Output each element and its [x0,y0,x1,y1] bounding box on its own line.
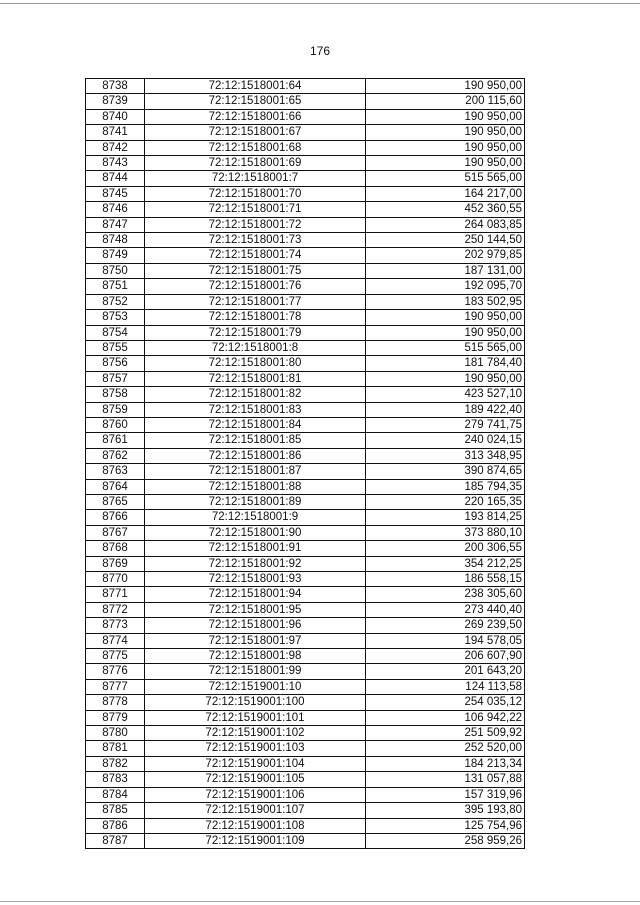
cadastral-number-cell: 72:12:1519001:107 [145,803,366,818]
value-cell: 220 165,35 [366,494,525,509]
row-number-cell: 8741 [86,125,145,140]
value-cell: 164 217,00 [366,186,525,201]
value-cell: 190 950,00 [366,140,525,155]
row-number-cell: 8773 [86,618,145,633]
value-cell: 264 083,85 [366,217,525,232]
row-number-cell: 8784 [86,787,145,802]
value-cell: 390 874,65 [366,464,525,479]
table-row [86,726,525,741]
page-number: 176 [309,44,331,58]
cadastral-number-cell: 72:12:1518001:83 [145,402,366,417]
table-row [86,494,525,509]
value-cell: 423 527,10 [366,387,525,402]
table-row [86,833,525,848]
table-row [86,156,525,171]
table-row [86,756,525,771]
table-row [86,217,525,232]
cadastral-number-cell: 72:12:1519001:102 [145,726,366,741]
row-number-cell: 8753 [86,310,145,325]
row-number-cell: 8783 [86,772,145,787]
cadastral-number-cell: 72:12:1518001:92 [145,556,366,571]
row-number-cell: 8765 [86,494,145,509]
cadastral-number-cell: 72:12:1518001:70 [145,186,366,201]
value-cell: 269 239,50 [366,618,525,633]
table-row [86,340,525,355]
row-number-cell: 8745 [86,186,145,201]
cadastral-number-cell: 72:12:1518001:82 [145,387,366,402]
table-row [86,248,525,263]
value-cell: 193 814,25 [366,510,525,525]
cadastral-number-cell: 72:12:1518001:99 [145,664,366,679]
row-number-cell: 8738 [86,79,145,94]
table-row [86,125,525,140]
table-row [86,787,525,802]
value-cell: 254 035,12 [366,695,525,710]
cadastral-number-cell: 72:12:1518001:87 [145,464,366,479]
table-row [86,479,525,494]
value-cell: 190 950,00 [366,79,525,94]
table-row [86,433,525,448]
row-number-cell: 8750 [86,263,145,278]
table-row [86,587,525,602]
row-number-cell: 8754 [86,325,145,340]
value-cell: 452 360,55 [366,202,525,217]
table-row [86,294,525,309]
row-number-cell: 8787 [86,833,145,848]
table-row [86,695,525,710]
cadastral-number-cell: 72:12:1518001:75 [145,263,366,278]
row-number-cell: 8747 [86,217,145,232]
row-number-cell: 8758 [86,387,145,402]
value-cell: 190 950,00 [366,109,525,124]
cadastral-number-cell: 72:12:1518001:78 [145,310,366,325]
value-cell: 185 794,35 [366,479,525,494]
row-number-cell: 8746 [86,202,145,217]
value-cell: 190 950,00 [366,371,525,386]
value-cell: 279 741,75 [366,417,525,432]
value-cell: 124 113,58 [366,679,525,694]
table-row [86,202,525,217]
row-number-cell: 8751 [86,279,145,294]
row-number-cell: 8782 [86,756,145,771]
cadastral-number-cell: 72:12:1518001:85 [145,433,366,448]
value-cell: 515 565,00 [366,171,525,186]
cadastral-number-cell: 72:12:1518001:77 [145,294,366,309]
cadastral-number-cell: 72:12:1518001:76 [145,279,366,294]
value-cell: 201 643,20 [366,664,525,679]
table-row [86,772,525,787]
value-cell: 190 950,00 [366,156,525,171]
table-row [86,448,525,463]
row-number-cell: 8769 [86,556,145,571]
cadastral-number-cell: 72:12:1518001:84 [145,417,366,432]
value-cell: 181 784,40 [366,356,525,371]
table-row [86,325,525,340]
row-number-cell: 8775 [86,649,145,664]
cadastral-number-cell: 72:12:1519001:100 [145,695,366,710]
row-number-cell: 8760 [86,417,145,432]
value-cell: 157 319,96 [366,787,525,802]
table-row [86,741,525,756]
value-cell: 187 131,00 [366,263,525,278]
value-cell: 106 942,22 [366,710,525,725]
table-row [86,109,525,124]
cadastral-number-cell: 72:12:1519001:103 [145,741,366,756]
value-cell: 192 095,70 [366,279,525,294]
table-row [86,541,525,556]
cadastral-number-cell: 72:12:1518001:80 [145,356,366,371]
cadastral-number-cell: 72:12:1518001:69 [145,156,366,171]
row-number-cell: 8776 [86,664,145,679]
row-number-cell: 8774 [86,633,145,648]
cadastral-number-cell: 72:12:1518001:98 [145,649,366,664]
table-row [86,679,525,694]
table-row [86,79,525,94]
cadastral-number-cell: 72:12:1518001:88 [145,479,366,494]
table-row [86,371,525,386]
row-number-cell: 8772 [86,602,145,617]
cadastral-number-cell: 72:12:1518001:65 [145,94,366,109]
row-number-cell: 8742 [86,140,145,155]
value-cell: 194 578,05 [366,633,525,648]
row-number-cell: 8777 [86,679,145,694]
row-number-cell: 8743 [86,156,145,171]
cadastral-number-cell: 72:12:1519001:105 [145,772,366,787]
table-row [86,633,525,648]
row-number-cell: 8755 [86,340,145,355]
cadastral-number-cell: 72:12:1518001:73 [145,233,366,248]
cadastral-number-cell: 72:12:1518001:97 [145,633,366,648]
table-row [86,602,525,617]
cadastral-number-cell: 72:12:1518001:86 [145,448,366,463]
value-cell: 200 115,60 [366,94,525,109]
value-cell: 515 565,00 [366,340,525,355]
cadastral-number-cell: 72:12:1518001:71 [145,202,366,217]
value-cell: 125 754,96 [366,818,525,833]
cadastral-number-cell: 72:12:1518001:95 [145,602,366,617]
table-row [86,356,525,371]
table-row [86,525,525,540]
row-number-cell: 8757 [86,371,145,386]
value-cell: 190 950,00 [366,325,525,340]
cadastral-number-cell: 72:12:1518001:64 [145,79,366,94]
row-number-cell: 8761 [86,433,145,448]
table-row [86,310,525,325]
cadastral-number-cell: 72:12:1519001:101 [145,710,366,725]
registry-table [85,78,525,849]
top-rule [0,3,640,4]
value-cell: 186 558,15 [366,572,525,587]
value-cell: 250 144,50 [366,233,525,248]
value-cell: 200 306,55 [366,541,525,556]
cadastral-number-cell: 72:12:1518001:8 [145,340,366,355]
table-row [86,803,525,818]
row-number-cell: 8762 [86,448,145,463]
row-number-cell: 8766 [86,510,145,525]
row-number-cell: 8781 [86,741,145,756]
row-number-cell: 8749 [86,248,145,263]
table-row [86,556,525,571]
value-cell: 373 880,10 [366,525,525,540]
row-number-cell: 8770 [86,572,145,587]
cadastral-number-cell: 72:12:1519001:109 [145,833,366,848]
table-row [86,710,525,725]
row-number-cell: 8767 [86,525,145,540]
cadastral-number-cell: 72:12:1518001:81 [145,371,366,386]
row-number-cell: 8759 [86,402,145,417]
row-number-cell: 8744 [86,171,145,186]
table-row [86,171,525,186]
row-number-cell: 8752 [86,294,145,309]
table-row [86,279,525,294]
value-cell: 258 959,26 [366,833,525,848]
value-cell: 206 607,90 [366,649,525,664]
table-row [86,402,525,417]
cadastral-number-cell: 72:12:1519001:106 [145,787,366,802]
value-cell: 273 440,40 [366,602,525,617]
table-row [86,818,525,833]
value-cell: 240 024,15 [366,433,525,448]
table-row [86,263,525,278]
value-cell: 251 509,92 [366,726,525,741]
table-row [86,186,525,201]
cadastral-number-cell: 72:12:1518001:91 [145,541,366,556]
cadastral-number-cell: 72:12:1518001:9 [145,510,366,525]
table-row [86,417,525,432]
table-row [86,140,525,155]
cadastral-number-cell: 72:12:1518001:7 [145,171,366,186]
cadastral-number-cell: 72:12:1518001:74 [145,248,366,263]
value-cell: 313 348,95 [366,448,525,463]
value-cell: 183 502,95 [366,294,525,309]
cadastral-number-cell: 72:12:1518001:66 [145,109,366,124]
cadastral-number-cell: 72:12:1518001:94 [145,587,366,602]
cadastral-number-cell: 72:12:1518001:90 [145,525,366,540]
row-number-cell: 8779 [86,710,145,725]
value-cell: 252 520,00 [366,741,525,756]
bottom-rule [0,901,640,902]
table-row [86,510,525,525]
row-number-cell: 8768 [86,541,145,556]
registry-table-body [86,79,525,849]
value-cell: 131 057,88 [366,772,525,787]
cadastral-number-cell: 72:12:1518001:72 [145,217,366,232]
table-row [86,618,525,633]
row-number-cell: 8785 [86,803,145,818]
table-row [86,94,525,109]
value-cell: 184 213,34 [366,756,525,771]
table-row [86,464,525,479]
table-row [86,649,525,664]
cadastral-number-cell: 72:12:1518001:93 [145,572,366,587]
value-cell: 202 979,85 [366,248,525,263]
table-row [86,387,525,402]
row-number-cell: 8748 [86,233,145,248]
row-number-cell: 8778 [86,695,145,710]
value-cell: 189 422,40 [366,402,525,417]
cadastral-number-cell: 72:12:1518001:67 [145,125,366,140]
cadastral-number-cell: 72:12:1519001:104 [145,756,366,771]
value-cell: 238 305,60 [366,587,525,602]
row-number-cell: 8740 [86,109,145,124]
cadastral-number-cell: 72:12:1519001:108 [145,818,366,833]
row-number-cell: 8771 [86,587,145,602]
table-row [86,233,525,248]
row-number-cell: 8763 [86,464,145,479]
row-number-cell: 8780 [86,726,145,741]
cadastral-number-cell: 72:12:1519001:10 [145,679,366,694]
cadastral-number-cell: 72:12:1518001:96 [145,618,366,633]
row-number-cell: 8756 [86,356,145,371]
value-cell: 190 950,00 [366,310,525,325]
row-number-cell: 8739 [86,94,145,109]
cadastral-number-cell: 72:12:1518001:68 [145,140,366,155]
value-cell: 395 193,80 [366,803,525,818]
row-number-cell: 8764 [86,479,145,494]
value-cell: 190 950,00 [366,125,525,140]
cadastral-number-cell: 72:12:1518001:79 [145,325,366,340]
table-row [86,664,525,679]
row-number-cell: 8786 [86,818,145,833]
table-row [86,572,525,587]
value-cell: 354 212,25 [366,556,525,571]
cadastral-number-cell: 72:12:1518001:89 [145,494,366,509]
